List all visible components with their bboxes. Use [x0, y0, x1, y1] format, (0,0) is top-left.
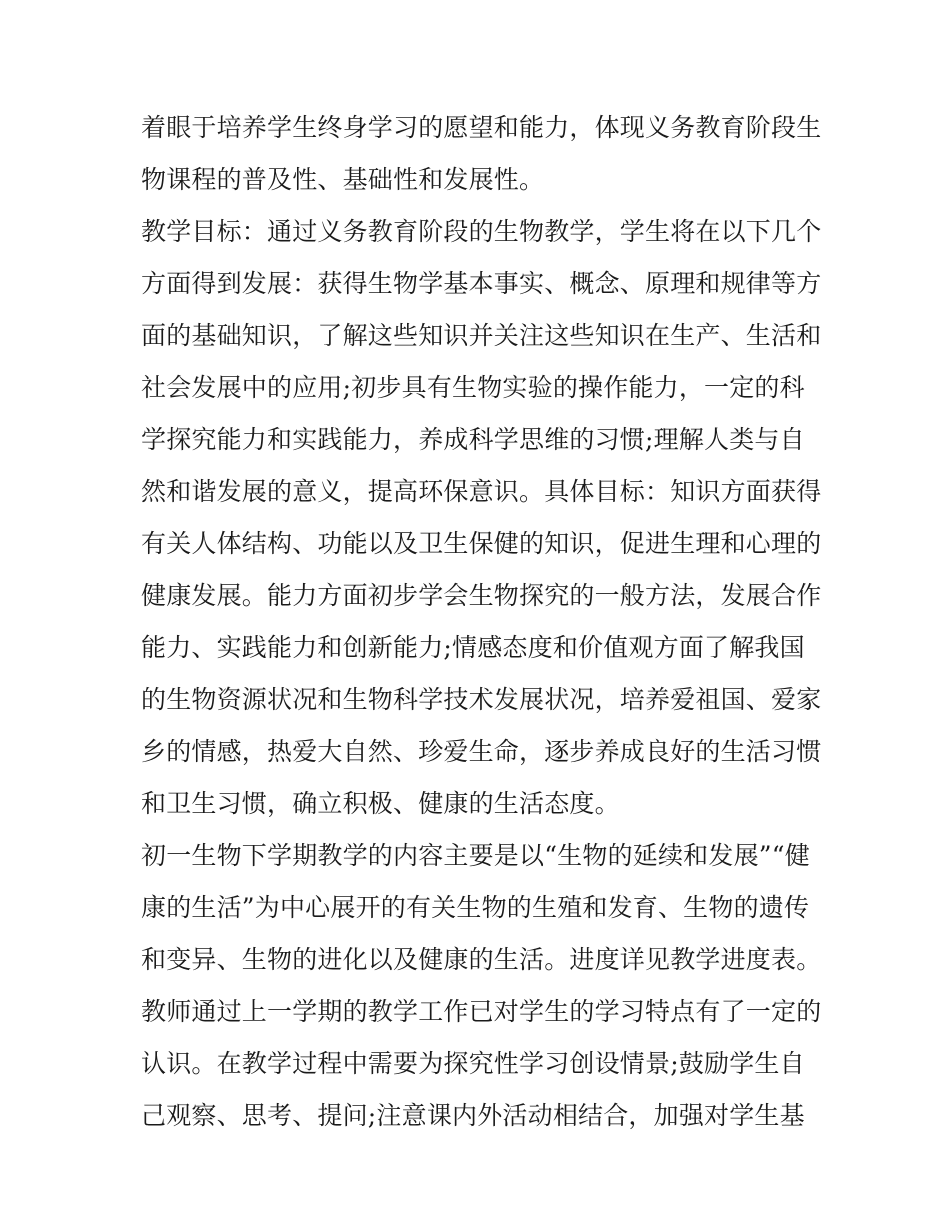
text-line: 物课程的普及性、基础性和发展性。	[141, 165, 545, 194]
text-line: 着眼于培养学生终身学习的愿望和能力，体现义务教育阶段生	[141, 113, 822, 142]
text-line: 然和谐发展的意义，提高环保意识。具体目标：知识方面获得	[141, 477, 822, 506]
text-line: 和变异、生物的进化以及健康的生活。进度详见教学进度表。	[141, 945, 822, 974]
text-line: 的生物资源状况和生物科学技术发展状况，培养爱祖国、爱家	[141, 685, 822, 714]
text-line: 社会发展中的应用;初步具有生物实验的操作能力，一定的科	[141, 373, 805, 402]
text-line: 面的基础知识，了解这些知识并关注这些知识在生产、生活和	[141, 321, 822, 350]
text-line: 己观察、思考、提问;注意课内外活动相结合，加强对学生基	[141, 1101, 805, 1130]
text-line: 教学目标：通过义务教育阶段的生物教学，学生将在以下几个	[141, 217, 822, 246]
text-line: 学探究能力和实践能力，养成科学思维的习惯;理解人类与自	[141, 425, 805, 454]
text-line: 健康发展。能力方面初步学会生物探究的一般方法，发展合作	[141, 581, 822, 610]
text-line: 康的生活”为中心展开的有关生物的生殖和发育、生物的遗传	[141, 893, 810, 922]
text-line: 乡的情感，热爱大自然、珍爱生命，逐步养成良好的生活习惯	[141, 737, 822, 766]
text-line: 和卫生习惯，确立积极、健康的生活态度。	[141, 789, 620, 818]
text-line: 初一生物下学期教学的内容主要是以“生物的延续和发展”“健	[141, 841, 810, 870]
text-line: 教师通过上一学期的教学工作已对学生的学习特点有了一定的	[141, 997, 822, 1026]
text-line: 有关人体结构、功能以及卫生保健的知识，促进生理和心理的	[141, 529, 822, 558]
text-line: 能力、实践能力和创新能力;情感态度和价值观方面了解我国	[141, 633, 805, 662]
text-line: 方面得到发展：获得生物学基本事实、概念、原理和规律等方	[141, 269, 822, 298]
text-line: 认识。在教学过程中需要为探究性学习创设情景;鼓励学生自	[141, 1049, 805, 1078]
